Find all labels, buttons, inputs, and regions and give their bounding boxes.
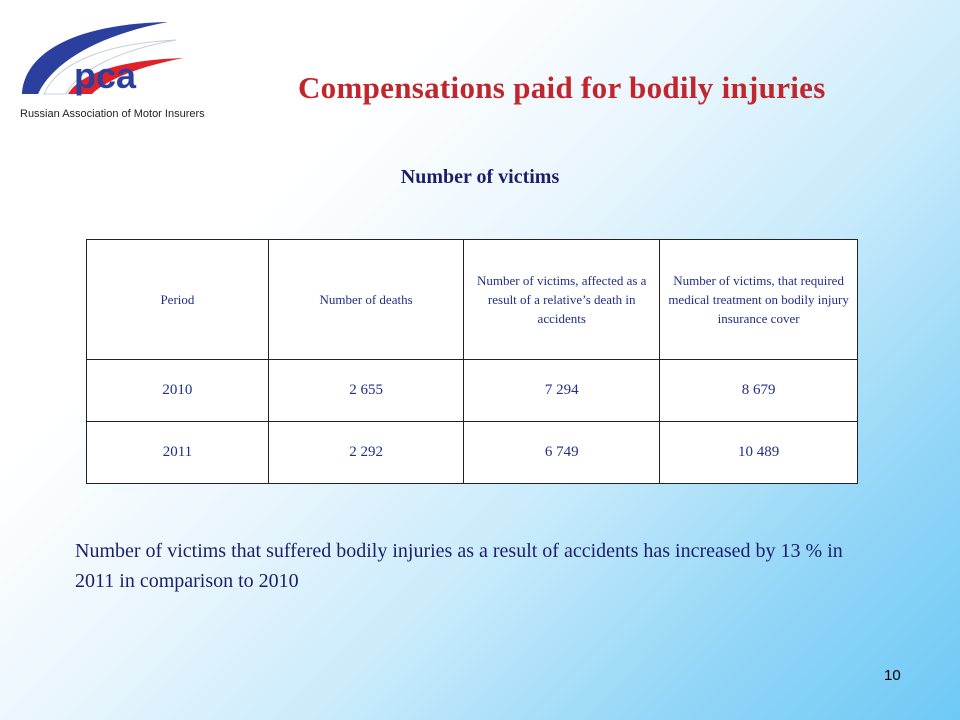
table-subtitle: Number of victims [400, 166, 560, 188]
logo-caption: Russian Association of Motor Insurers [14, 100, 264, 128]
cell-period: 2011 [87, 422, 269, 484]
header-deaths: Number of deaths [268, 240, 463, 360]
logo-wordmark: pca [74, 55, 137, 96]
page-number: 10 [884, 667, 901, 684]
cell-deaths: 2 292 [268, 422, 463, 484]
header-medical-treatment: Number of victims, that required medical treatment on bodily injury insurance cover [660, 240, 858, 360]
cell-medical-treatment: 10 489 [660, 422, 858, 484]
cell-medical-treatment: 8 679 [660, 360, 858, 422]
cell-period: 2010 [87, 360, 269, 422]
table-row [87, 422, 858, 484]
rsa-logo-emblem [8, 10, 263, 105]
table-row [87, 360, 858, 422]
table-header-row [87, 240, 858, 360]
cell-relatives-affected: 7 294 [464, 360, 660, 422]
header-period: Period [87, 240, 269, 360]
victims-table [86, 239, 858, 484]
slide-title: Compensations paid for bodily injuries [298, 70, 826, 105]
cell-deaths: 2 655 [268, 360, 463, 422]
rsa-logo [8, 10, 263, 118]
cell-relatives-affected: 6 749 [464, 422, 660, 484]
summary-note: Number of victims that suffered bodily injuries as a result of accidents has increased by 13 % in 2011 in comparison to 2010 [75, 540, 843, 592]
header-relatives-affected: Number of victims, affected as a result of a relative’s death in accidents [464, 240, 660, 360]
